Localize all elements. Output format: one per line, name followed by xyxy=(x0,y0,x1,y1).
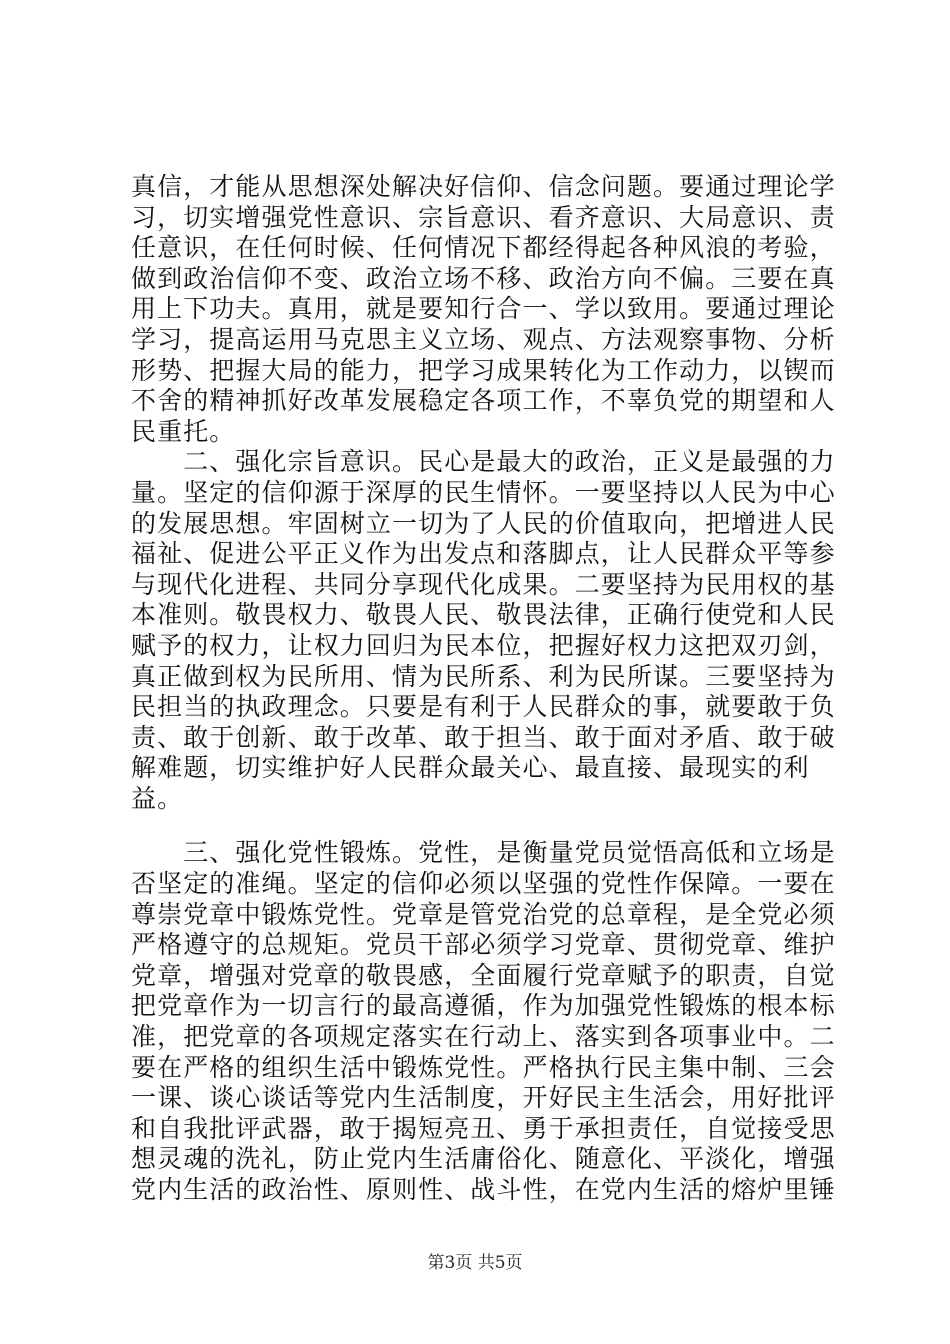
document-body xyxy=(131,172,836,1206)
paragraph-section-two: 二、强化宗旨意识。民心是最大的政治，正义是最强的力量。坚定的信仰源于深厚的民生情怀。一要坚持以人民为中心的发展思想。牢固树立一切为了人民的价值取向，把增进人民福祉、促进公平正义作为出发点和落脚点，让人民群众平等参与现代化进程、共同分享现代化成果。二要坚持为民用权的基本准则。敬畏权力、敬畏人民、敬畏法律，正确行使党和人民赋予的权力，让权力回归为民本位，把握好权力这把双刃剑，真正做到权为民所用、情为民所系、利为民所谋。三要坚持为民担当的执政理念。只要是有利于人民群众的事，就要敢于负责、敢于创新、敢于改革、敢于担当、敢于面对矛盾、敢于破解难题，切实维护好人民群众最关心、最直接、最现实的利益。 xyxy=(131,447,836,813)
paragraph-section-three: 三、强化党性锻炼。党性，是衡量党员觉悟高低和立场是否坚定的准绳。坚定的信仰必须以坚强的党性作保障。一要在尊崇党章中锻炼党性。党章是管党治党的总章程，是全党必须严格遵守的总规矩。党员干部必须学习党章、贯彻党章、维护党章，增强对党章的敬畏感，全面履行党章赋予的职责，自觉把党章作为一切言行的最高遵循，作为加强党性锻炼的根本标准，把党章的各项规定落实在行动上、落实到各项事业中。二要在严格的组织生活中锻炼党性。严格执行民主集中制、三会一课、谈心谈话等党内生活制度，开好民主生活会，用好批评和自我批评武器，敢于揭短亮丑、勇于承担责任，自觉接受思想灵魂的洗礼，防止党内生活庸俗化、随意化、平淡化，增强党内生活的政治性、原则性、战斗性，在党内生活的熔炉里锤 xyxy=(131,838,836,1204)
page-number-footer: 第3页 共5页 xyxy=(427,1253,523,1273)
paragraph-continuation: 真信，才能从思想深处解决好信仰、信念问题。要通过理论学习，切实增强党性意识、宗旨意识、看齐意识、大局意识、责任意识，在任何时候、任何情况下都经得起各种风浪的考验，做到政治信仰不变、政治立场不移、政治方向不偏。三要在真用上下功夫。真用，就是要知行合一、学以致用。要通过理论学习，提高运用马克思主义立场、观点、方法观察事物、分析形势、把握大局的能力，把学习成果转化为工作动力，以锲而不舍的精神抓好改革发展稳定各项工作，不辜负党的期望和人民重托。 xyxy=(131,172,836,446)
paragraph-spacer xyxy=(131,814,836,838)
